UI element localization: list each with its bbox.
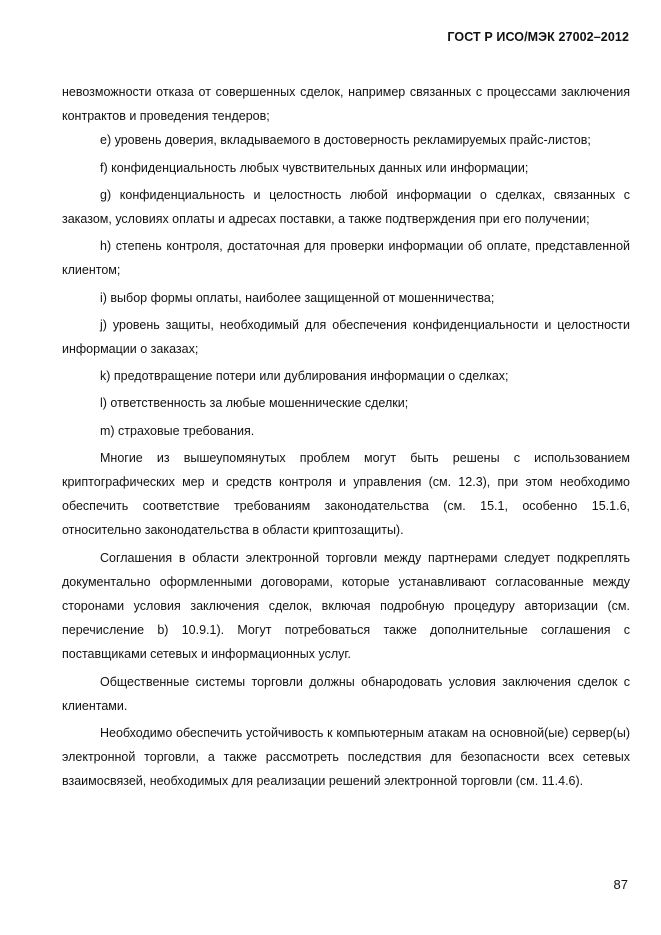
paragraph-public-systems: Общественные системы торговли должны обнародовать условия заключения сделок с клиентами. <box>62 674 630 713</box>
paragraph-agreements: Соглашения в области электронной торговли между партнерами следует подкреплять документально оформленными договорами, которые устанавливают согласованные между сторонами условия заключения сделок, включая подробную процедуру авторизации (см. перечисление b) 10.9.1). Могут потребоваться также дополнительные соглашения с поставщиками сетевых и информационных услуг. <box>62 550 630 662</box>
list-item-e: e) уровень доверия, вкладываемого в достоверность рекламируемых прайс-листов; <box>100 133 591 148</box>
page-number: 87 <box>613 877 628 892</box>
body-text <box>62 80 630 797</box>
list-item-k: k) предотвращение потери или дублирования информации о сделках; <box>100 369 509 384</box>
list-item-g: g) конфиденциальность и целостность любой информации о сделках, связанных с заказом, условиях оплаты и адресах поставки, а также подтверждения при его получении; <box>62 187 630 227</box>
list-item-h: h) степень контроля, достаточная для проверки информации об оплате, представленной клиентом; <box>62 239 630 278</box>
list-item-i: i) выбор формы оплаты, наиболее защищенной от мошенничества; <box>100 290 495 305</box>
standard-header: ГОСТ Р ИСО/МЭК 27002–2012 <box>447 30 629 44</box>
list-item-j: j) уровень защиты, необходимый для обеспечения конфиденциальности и целостности информации о заказах; <box>62 317 630 357</box>
paragraph-cryptography: Многие из вышеупомянутых проблем могут быть решены с использованием криптографических мер и средств контроля и управления (см. 12.3), при этом необходимо обеспечить соответствие требованиям законодательства (см. 15.1, особенно 15.1.6, относительно законодательства в области криптозащиты). <box>62 450 630 538</box>
list-item-l: l) ответственность за любые мошеннические сделки; <box>100 396 409 411</box>
list-item-f: f) конфиденциальность любых чувствительных данных или информации; <box>100 160 529 175</box>
paragraph-continuation: невозможности отказа от совершенных сделок, например связанных с процессами заключения контрактов и проведения тендеров; <box>62 85 630 124</box>
paragraph-resilience: Необходимо обеспечить устойчивость к компьютерным атакам на основной(ые) сервер(ы) электронной торговли, а также рассмотреть последствия для безопасности всех сетевых взаимосвязей, необходимых для реализации решений электронной торговли (см. 11.4.6). <box>62 726 630 789</box>
list-item-m: m) страховые требования. <box>100 423 255 438</box>
